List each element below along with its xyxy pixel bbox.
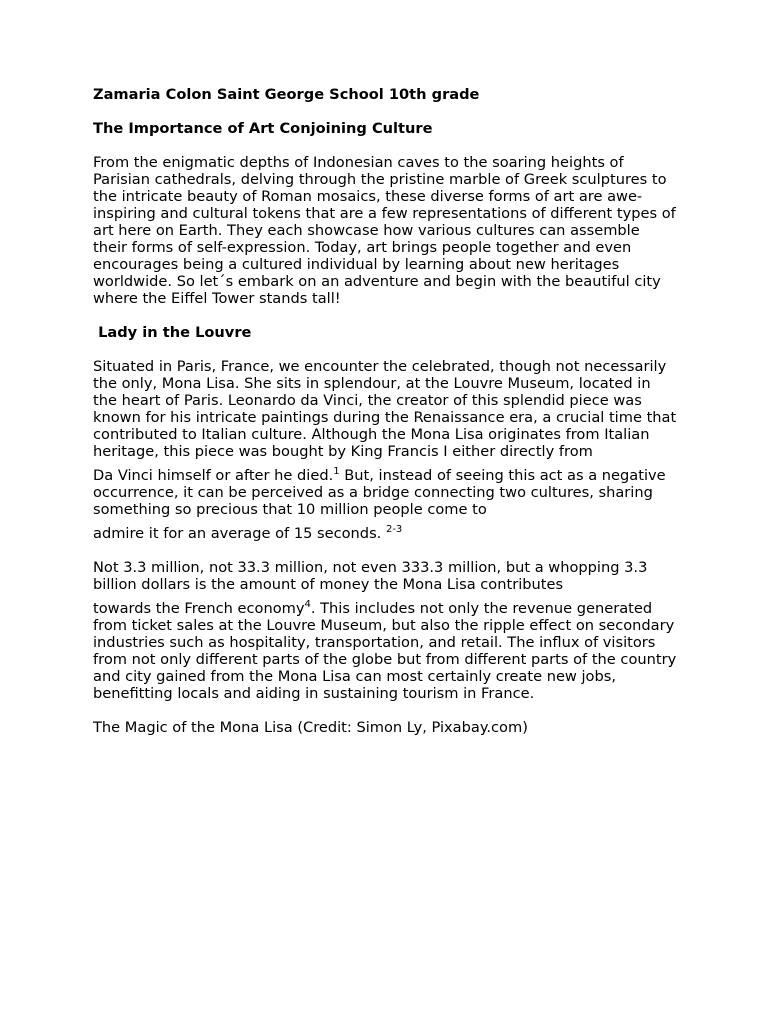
paragraph-text: admire it for an average of 15 seconds. — [93, 525, 386, 542]
section-paragraph-2 — [93, 559, 678, 702]
paragraph-text: But, instead of seeing this act as a negative occurrence, it can be perceived as a bridge connecting two cultures, sharing something so precious that 10 million people come to — [93, 467, 666, 518]
section-paragraph-1 — [93, 358, 678, 542]
paragraph-text: towards the French economy — [93, 600, 305, 617]
paragraph-text: Da Vinci himself or after he died. — [93, 467, 334, 484]
document-title: The Importance of Art Conjoining Culture — [93, 120, 433, 137]
document-page — [93, 86, 678, 736]
paragraph-text: Situated in Paris, France, we encounter the celebrated, though not necessarily the only, Mona Lisa. She sits in splendour, at the Louvre Museum, located in the heart of Paris. Leonardo da Vinci, the creator of this splendid piece was known for his intricate paintings during the Renaissance era, a crucial time that contributed to Italian culture. Although the Mona Lisa originates from Italian heritage, this piece was bought by King Francis I either directly from — [93, 358, 677, 460]
paragraph-line — [93, 593, 678, 702]
paragraph-line — [93, 460, 678, 518]
paragraph-text: Not 3.3 million, not 33.3 million, not even 333.3 million, but a whopping 3.3 billion dollars is the amount of money the Mona Lisa contributes — [93, 559, 648, 593]
intro-paragraph: From the enigmatic depths of Indonesian caves to the soaring heights of Parisian cathedrals, delving through the pristine marble of Greek sculptures to the intricate beauty of Roman mosaics, these diverse forms of art are awe-inspiring and cultural tokens that are a few representations of different types of art here on Earth. They each showcase how various cultures can assemble their forms of self-expression. Today, art brings people together and even encourages being a cultured individual by learning about new heritages worldwide. So let´s embark on an adventure and begin with the beautiful city where the Eiffel Tower stands tall! — [93, 154, 676, 307]
section-heading: Lady in the Louvre — [93, 324, 252, 341]
author-line: Zamaria Colon Saint George School 10th grade — [93, 86, 480, 103]
footnote-ref: 4 — [304, 599, 311, 610]
image-caption: The Magic of the Mona Lisa (Credit: Simon Ly, Pixabay.com) — [93, 719, 528, 736]
paragraph-line — [93, 518, 678, 542]
footnote-ref: 1 — [333, 466, 340, 477]
footnote-ref: 2-3 — [385, 524, 403, 535]
paragraph-text: . This includes not only the revenue generated from ticket sales at the Louvre Museum, but also the ripple effect on secondary industries such as hospitality, transportation, and retail. The influx of visitors from not only different parts of the globe but from different parts of the country and city gained from the Mona Lisa can most certainly create new jobs, benefitting locals and aiding in sustaining tourism in France. — [93, 600, 677, 702]
